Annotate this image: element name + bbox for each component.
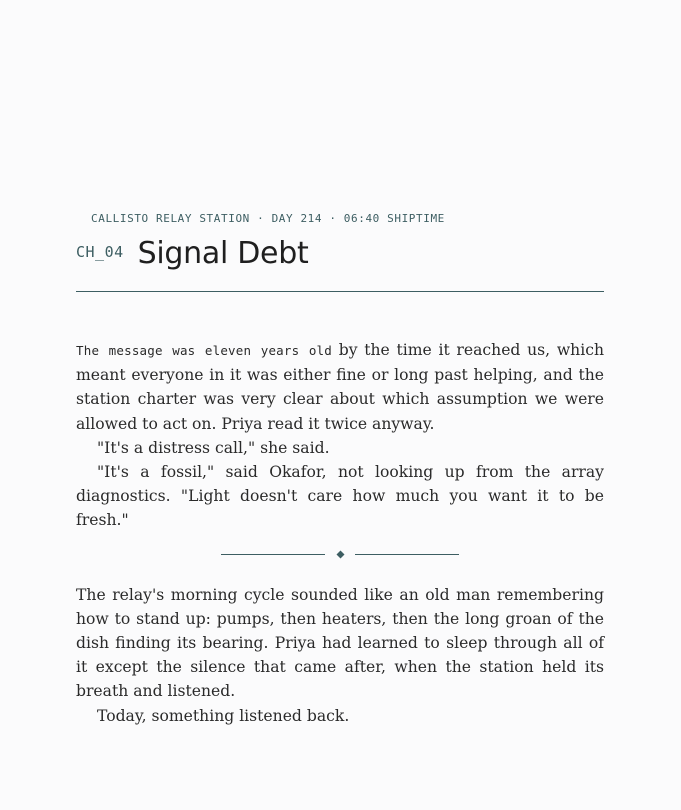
section-break — [76, 537, 604, 573]
paragraph-text: by the time it reached us, which meant everyone in it was either fine or long past helping, and the station charter was very clear about which assumption we were allowed to act on. Priya read it twice anyway. — [76, 341, 604, 433]
chapter-number: CH_04 — [76, 243, 124, 261]
section-one — [76, 338, 604, 533]
paragraph — [76, 338, 604, 436]
section-break-line-left — [221, 554, 325, 555]
chapter-title: Signal Debt — [137, 236, 309, 271]
paragraph: "It's a distress call," she said. — [97, 438, 330, 457]
diamond-icon — [325, 550, 355, 559]
heading-rule — [76, 291, 604, 292]
section-two — [76, 583, 604, 728]
lead-in-text: The message was eleven years old — [76, 343, 333, 358]
chapter-heading — [76, 236, 604, 276]
section-break-line-right — [355, 554, 459, 555]
chapter-kicker: CALLISTO RELAY STATION · DAY 214 · 06:40 SHIPTIME — [91, 212, 445, 225]
paragraph: Today, something listened back. — [97, 706, 350, 725]
paragraph: The relay's morning cycle sounded like an old man remembering how to stand up: pumps, then heaters, then the long groan of the dish finding its bearing. Priya had learned to sleep through all of it except the silence that came after, when the station held its breath and listened. — [76, 585, 604, 701]
chapter-page — [76, 212, 604, 728]
paragraph: "It's a fossil," said Okafor, not looking up from the array diagnostics. "Light doesn't care how much you want it to be fresh." — [76, 463, 604, 530]
